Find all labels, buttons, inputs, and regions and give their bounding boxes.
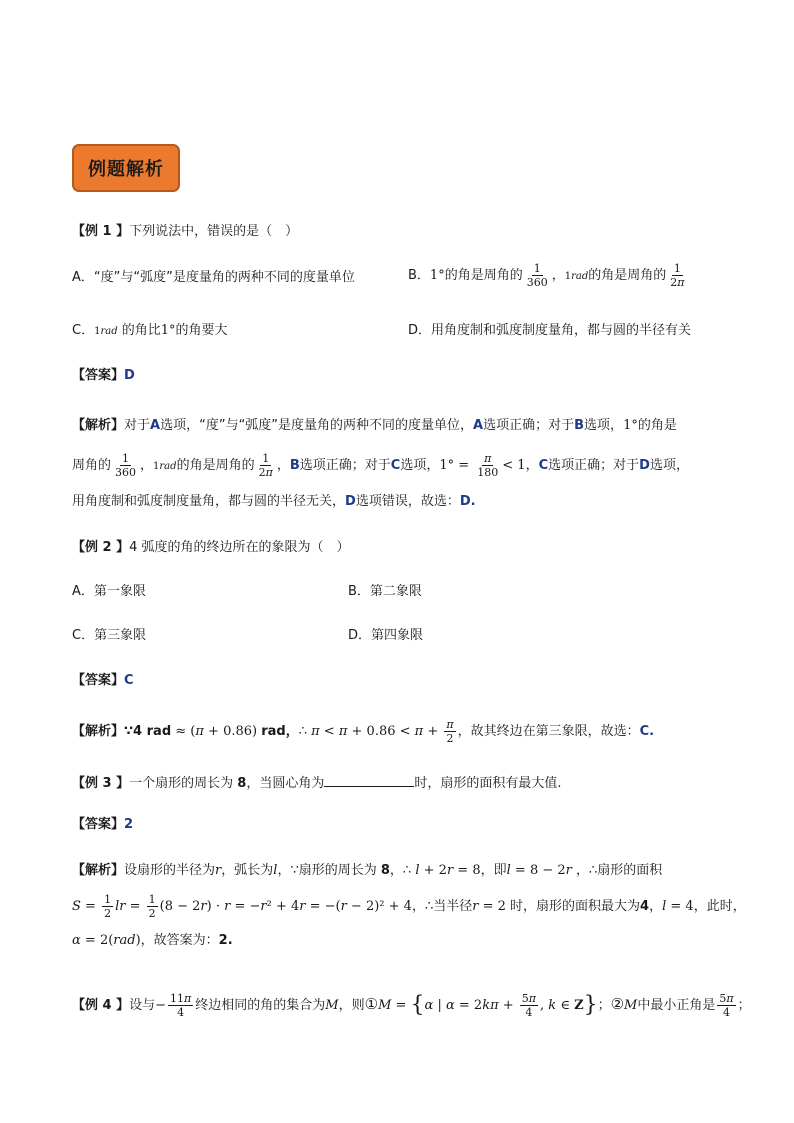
ex1-option-d: D．用角度制和弧度制度量角，都与圆的半径有关: [408, 323, 692, 338]
ex2-answer: 【答案】C: [72, 673, 134, 688]
ex3-question: 【例 3 】一个扇形的周长为 8，当圆心角为 时，扇形的面积有最大值.: [72, 772, 561, 794]
ex1-question: 【例 1 】下列说法中，错误的是（ ）: [72, 224, 299, 239]
ex1-analysis-line1: 【解析】对于A选项，“度”与“弧度”是度量角的两种不同的度量单位，A选项正确；对于B选项，1°的角是: [72, 418, 677, 433]
ex3-analysis-line1: 【解析】设扇形的半径为r，弧长为l，∵扇形的周长为 8，∴ l + 2r = 8，即l = 8 − 2r ，∴扇形的面积: [72, 863, 663, 878]
ex1-option-b: B．1°的角是周角的 $\frac{1}{360}$ ，1rad的角是周角的 $\frac{1}{2\pi}$: [408, 262, 685, 289]
ex2-option-b: B．第二象限: [348, 584, 422, 599]
section-banner: 例题解析: [72, 144, 180, 192]
ex3-analysis-line2: S = $\frac{1}{2}$ lr = $\frac{1}{2}$ (8 − 2r) · r = −r² + 4r = −(r − 2)² + 4，∴当半径r = 2 时，扇形的面积最大为4，l = 4，此时，: [72, 893, 746, 920]
ex4-question: 【例 4 】设与− $\frac{11\pi}{4}$ 终边相同的角的集合为M，则①M = {α | α = 2kπ + $\frac{5\pi}{4}$ , k ∈ Z}；②M中最小正角是 $\frac{5\pi}{4}$ ；: [72, 992, 751, 1019]
ex1-option-a: A．“度”与“弧度”是度量角的两种不同的度量单位: [72, 270, 355, 285]
ex1-answer: 【答案】D: [72, 368, 135, 383]
ex3-answer: 【答案】2: [72, 817, 134, 832]
ex1-option-c: C．1rad 的角比1°的角要大: [72, 323, 228, 338]
ex1-analysis-line3: 用角度制和弧度制度量角，都与圆的半径无关，D选项错误，故选：D.: [72, 494, 476, 509]
ex1-analysis-line2: 周角的 $\frac{1}{360}$ ，1rad的角是周角的 $\frac{1}{2\pi}$ ，B选项正确；对于C选项，1° = $\frac{\pi}{180}$ < 1，C选项正确；对于D选项，: [72, 452, 689, 479]
ex2-option-a: A．第一象限: [72, 584, 146, 599]
ex1-tag: 【例 1 】: [72, 224, 130, 239]
ex2-option-d: D．第四象限: [348, 628, 424, 643]
ex3-answer-blank: [324, 772, 414, 787]
ex2-question: 【例 2 】4 弧度的角的终边所在的象限为（ ）: [72, 540, 350, 555]
ex3-analysis-line3: α = 2(rad)，故答案为：2.: [72, 933, 233, 948]
ex2-option-c: C．第三象限: [72, 628, 147, 643]
ex2-analysis: 【解析】∵4 rad ≈ (π + 0.86) rad，∴ π < π + 0.86 < π + $\frac{\pi}{2}$ ，故其终边在第三象限，故选：C.: [72, 718, 655, 745]
